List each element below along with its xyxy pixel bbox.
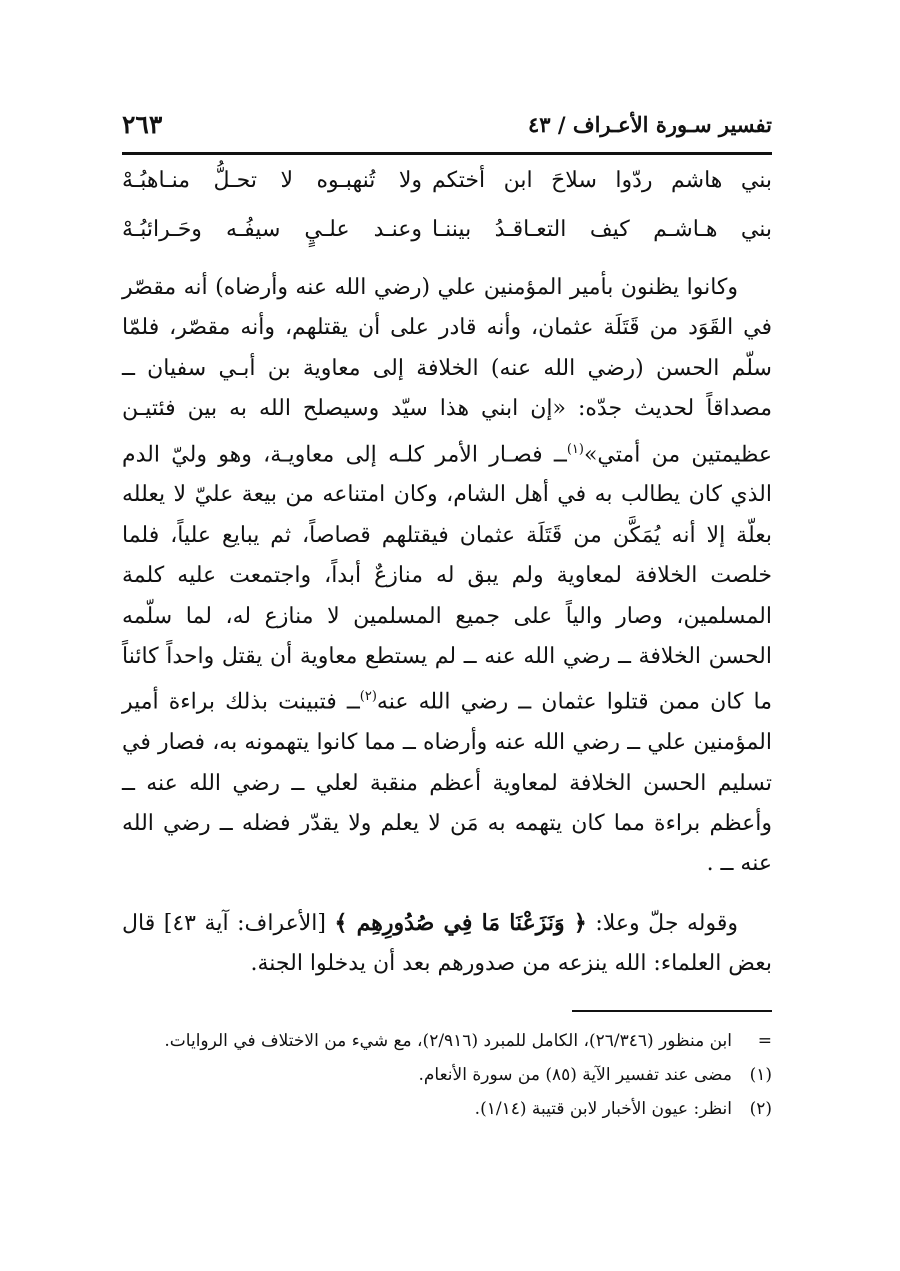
header-divider [122,152,772,155]
poem-verse [122,217,772,266]
footnotes [122,1027,772,1129]
footnote-text: مضى عند تفسير الآية (٨٥) من سورة الأنعام. [418,1065,732,1085]
footnote-text: انظر: عيون الأخبار لابن قتيبة (١/١٤). [474,1099,732,1119]
footnote-ref-2[interactable]: (٢) [359,689,377,705]
running-title: تفسير سـورة الأعـراف / ٤٣ [527,112,772,137]
paragraph [122,268,772,885]
footnote-divider [572,1010,772,1012]
text-run: وقوله جلّ وعلا: [586,910,738,936]
quran-verse: ﴿ وَنَزَعْنَا مَا فِي صُدُورِهِم ﴾ [334,909,587,936]
footnote-marker: (٢) [749,1099,772,1119]
footnote-marker: = [757,1031,772,1051]
footnote-marker: (١) [749,1065,772,1085]
verse-first-hemistich: بني هاشم ردّوا سلاحَ ابن أختكم [432,168,772,193]
text-run: ــ فصـار الأمر كلـه إلى معاويـة، وهو وليّ الدم الذي كان يطالب به في أهل الشام، وكان امتناعه من بيعة عليّ لا يعلله بعلّة إلا أنه يُمَكَّن من قَتَلَة عثمان فيقتلهم قصاصاً، ثم يبايع علياً، فلما خلصت الخلافة لمعاوية ولم يبق له منازعٌ أبداً، واجتمعت عليه كلمة المسلمين، وصار والياً على جميع المسلمين لا منازع له، لما سلّمه الحسن الخلافة ــ رضي الله عنه ــ لم يستطع معاوية أن يقتل واحداً كائناً ما كان ممن قتلوا عثمان ــ رضي الله عنه [122,441,772,715]
footnote [122,1061,772,1089]
text-run: ــ فتبينت بذلك براءة أمير المؤمنين علي ــ رضي الله عنه وأرضاه ــ مما كانوا يتهمونه به، فصار في تسليم الحسن الخلافة لمعاوية أعظم منقبة لعلي ــ رضي الله عنه ــ وأعظم براءة مما كان يتهمه به مَن لا يعلم ولا يقدّر فضله ــ رضي الله عنه ــ . [122,689,772,877]
poem-verse [122,168,772,217]
body-text [122,268,772,985]
page-header [122,112,772,146]
verse-second-hemistich: وعنـد علـيٍ سيفُـه وحَـرائبُـهْ [122,217,422,242]
footnote-text: ابن منظور (٢٦/٣٤٦)، الكامل للمبرد (٢/٩١٦)، مع شيء من الاختلاف في الروايات. [164,1031,732,1051]
text-run: وكانوا يظنون بأمير المؤمنين علي (رضي الله عنه وأرضاه) أنه مقصّر في القَوَد من قَتَلَة عثمان، وأنه قادر على أن يقتلهم، وأنه مقصّر، فلمّا سلّم الحسن (رضي الله عنه) الخلافة إلى معاوية بن أبـي سفيان ــ مصداقاً لحديث جدّه: «إن ابني هذا سيّد وسيصلح الله به بين فئتيـن عظيمتين من أمتي» [122,275,772,467]
footnote-ref-1[interactable]: (١) [566,441,584,457]
poem [122,168,772,266]
footnote [122,1027,772,1055]
verse-second-hemistich: ولا تُنهبـوه لا تحـلُّ منـاهبُـهْ [122,168,422,193]
text-run: [الأعراف: آية ٤٣] قال بعض العلماء: الله ينزعه من صدورهم بعد أن يدخلوا الجنة. [122,910,772,977]
verse-first-hemistich: بني هـاشـم كيف التعـاقـدُ بيننـا [432,217,772,242]
paragraph [122,903,772,985]
footnote [122,1095,772,1123]
page-number: ٢٦٣ [122,110,163,139]
